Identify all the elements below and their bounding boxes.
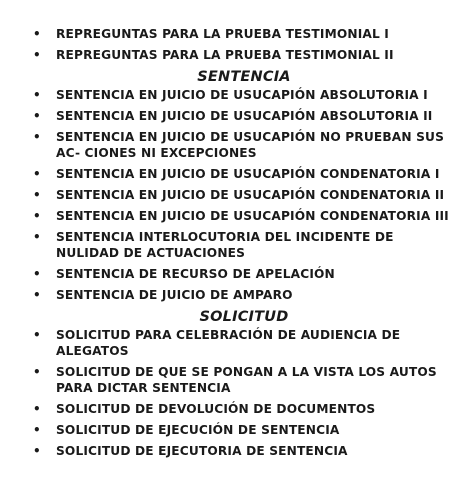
bullet: • xyxy=(33,167,41,181)
bullet: • xyxy=(33,48,41,62)
bullet: • xyxy=(33,209,41,223)
list-item xyxy=(0,208,474,224)
section-list-sentencia xyxy=(0,87,474,303)
list-item xyxy=(0,129,474,161)
list-item xyxy=(0,108,474,124)
list-item xyxy=(0,47,474,63)
list-item xyxy=(0,327,474,359)
list-item-text: SENTENCIA EN JUICIO DE USUCAPIÓN ABSOLUTORIA II xyxy=(56,109,433,123)
bullet: • xyxy=(33,109,41,123)
section-heading-solicitud: SOLICITUD xyxy=(199,309,289,325)
bullet: • xyxy=(33,444,41,458)
list-item-text: SENTENCIA INTERLOCUTORIA DEL INCIDENTE DE NULIDAD DE ACTUACIONES xyxy=(56,230,394,260)
bullet: • xyxy=(33,365,41,379)
list-item-text: SOLICITUD DE EJECUTORIA DE SENTENCIA xyxy=(56,444,348,458)
list-item-text: SENTENCIA EN JUICIO DE USUCAPIÓN CONDENATORIA III xyxy=(56,209,449,223)
list-item-text: SENTENCIA EN JUICIO DE USUCAPIÓN NO PRUEBAN SUS AC- CIONES NI EXCEPCIONES xyxy=(56,130,445,160)
list-item-text: SENTENCIA EN JUICIO DE USUCAPIÓN CONDENATORIA I xyxy=(56,167,440,181)
bullet: • xyxy=(33,230,41,244)
list-item-text: REPREGUNTAS PARA LA PRUEBA TESTIMONIAL II xyxy=(56,48,394,62)
list-item-text: SENTENCIA DE RECURSO DE APELACIÓN xyxy=(56,267,335,281)
bullet: • xyxy=(33,288,41,302)
list-item xyxy=(0,443,474,459)
list-item xyxy=(0,26,474,42)
bullet: • xyxy=(33,423,41,437)
bullet: • xyxy=(33,328,41,342)
list-item xyxy=(0,229,474,261)
bullet: • xyxy=(33,27,41,41)
list-item-text: SOLICITUD DE DEVOLUCIÓN DE DOCUMENTOS xyxy=(56,402,376,416)
section-heading-sentencia: SENTENCIA xyxy=(197,69,291,85)
bullet: • xyxy=(33,88,41,102)
list-item-text: SOLICITUD DE QUE SE PONGAN A LA VISTA LOS AUTOS PARA DICTAR SENTENCIA xyxy=(56,365,437,395)
list-item-text: SENTENCIA DE JUICIO DE AMPARO xyxy=(56,288,293,302)
list-item xyxy=(0,287,474,303)
list-item xyxy=(0,187,474,203)
list-item-text: SOLICITUD PARA CELEBRACIÓN DE AUDIENCIA DE ALEGATOS xyxy=(56,328,401,358)
section-list-repreguntas xyxy=(0,26,474,63)
list-item xyxy=(0,266,474,282)
list-item xyxy=(0,166,474,182)
list-item-text: SENTENCIA EN JUICIO DE USUCAPIÓN ABSOLUTORIA I xyxy=(56,88,428,102)
bullet: • xyxy=(33,267,41,281)
document-list xyxy=(0,26,474,464)
bullet: • xyxy=(33,130,41,144)
section-list-solicitud xyxy=(0,327,474,459)
bullet: • xyxy=(33,188,41,202)
bullet: • xyxy=(33,402,41,416)
list-item xyxy=(0,364,474,396)
list-item xyxy=(0,87,474,103)
list-item-text: SOLICITUD DE EJECUCIÓN DE SENTENCIA xyxy=(56,423,340,437)
list-item-text: SENTENCIA EN JUICIO DE USUCAPIÓN CONDENATORIA II xyxy=(56,188,445,202)
list-item xyxy=(0,422,474,438)
list-item-text: REPREGUNTAS PARA LA PRUEBA TESTIMONIAL I xyxy=(56,27,389,41)
list-item xyxy=(0,401,474,417)
